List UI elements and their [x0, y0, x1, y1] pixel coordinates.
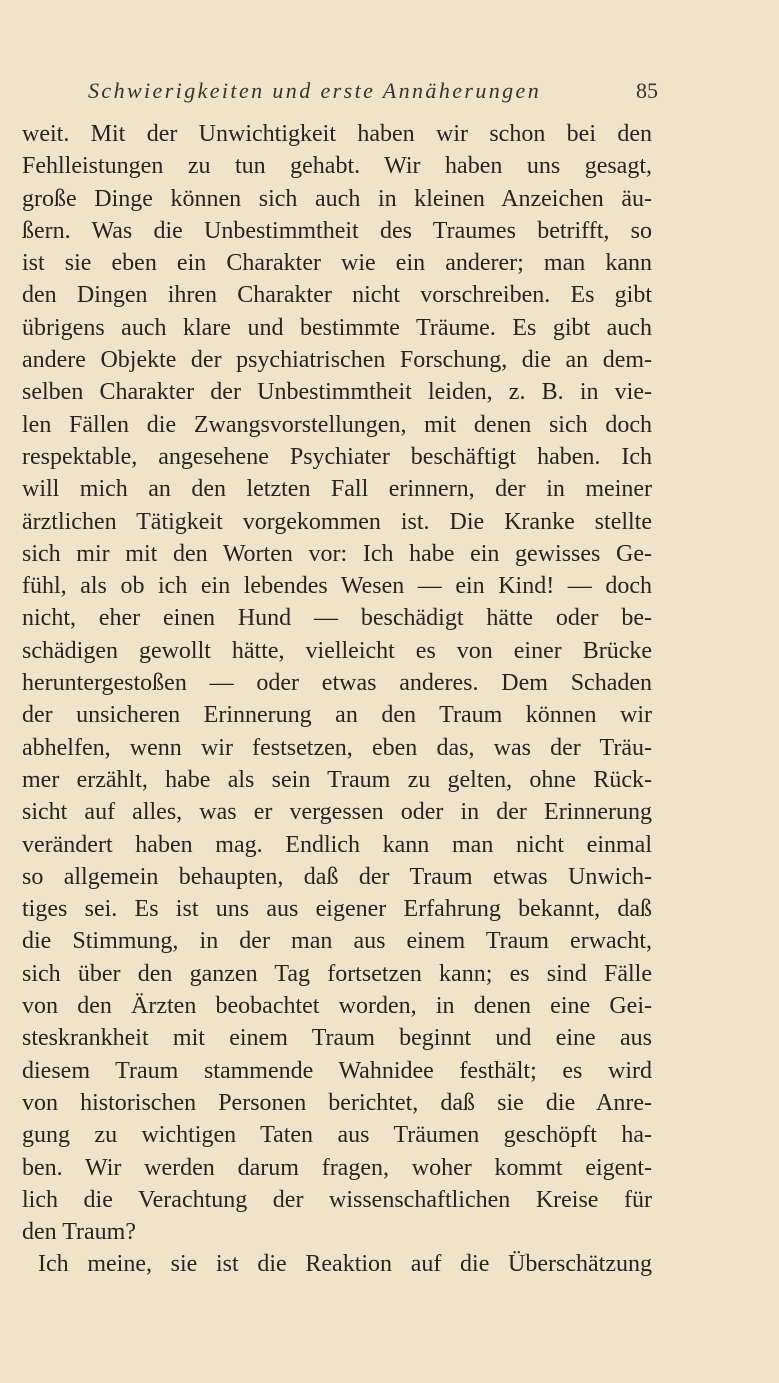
page-header	[88, 78, 658, 114]
text-line: ßern. Was die Unbestimmtheit des Traumes betrifft, so	[22, 217, 652, 244]
text-line: sich mir mit den Worten vor: Ich habe ein gewisses Ge-	[22, 540, 652, 567]
text-line: selben Charakter der Unbestimmtheit leiden, z. B. in vie-	[22, 379, 652, 406]
text-line: steskrankheit mit einem Traum beginnt und eine aus	[22, 1025, 652, 1052]
text-line: lich die Verachtung der wissenschaftlichen Kreise für	[22, 1186, 652, 1213]
text-line: so allgemein behaupten, daß der Traum etwas Unwich-	[22, 863, 652, 890]
text-line: übrigens auch klare und bestimmte Träume. Es gibt auch	[22, 314, 652, 341]
text-line: diesem Traum stammende Wahnidee festhält; es wird	[22, 1057, 652, 1084]
text-line: den Traum?	[22, 1219, 136, 1246]
text-line: der unsicheren Erinnerung an den Traum können wir	[22, 702, 652, 729]
text-line: von historischen Personen berichtet, daß sie die Anre-	[22, 1089, 652, 1116]
text-line: tiges sei. Es ist uns aus eigener Erfahrung bekannt, daß	[22, 896, 652, 923]
text-line: will mich an den letzten Fall erinnern, der in meiner	[22, 476, 652, 503]
text-line: ben. Wir werden darum fragen, woher kommt eigent-	[22, 1154, 652, 1181]
text-line: gung zu wichtigen Taten aus Träumen geschöpft ha-	[22, 1122, 652, 1149]
text-line: nicht, eher einen Hund — beschädigt hätte oder be-	[22, 605, 652, 632]
text-line: Ich meine, sie ist die Reaktion auf die Überschätzung	[38, 1251, 652, 1278]
text-line: sicht auf alles, was er vergessen oder in der Erinnerung	[22, 799, 652, 826]
text-line: von den Ärzten beobachtet worden, in denen eine Gei-	[22, 993, 652, 1020]
text-line: die Stimmung, in der man aus einem Traum erwacht,	[22, 928, 652, 955]
body-text	[22, 118, 652, 1281]
text-line: den Dingen ihren Charakter nicht vorschreiben. Es gibt	[22, 282, 652, 309]
text-line: große Dinge können sich auch in kleinen Anzeichen äu-	[22, 185, 652, 212]
text-line: respektable, angesehene Psychiater beschäftigt haben. Ich	[22, 443, 652, 470]
text-line: heruntergestoßen — oder etwas anderes. Dem Schaden	[22, 670, 652, 697]
text-line: sich über den ganzen Tag fortsetzen kann; es sind Fälle	[22, 960, 652, 987]
text-line: Fehlleistungen zu tun gehabt. Wir haben uns gesagt,	[22, 153, 652, 180]
page-number: 85	[636, 78, 658, 103]
text-line: ärztlichen Tätigkeit vorgekommen ist. Die Kranke stellte	[22, 508, 652, 535]
text-line: schädigen gewollt hätte, vielleicht es von einer Brücke	[22, 637, 652, 664]
text-line: abhelfen, wenn wir festsetzen, eben das, was der Träu-	[22, 734, 652, 761]
text-line: weit. Mit der Unwichtigkeit haben wir schon bei den	[22, 121, 652, 147]
text-line: mer erzählt, habe als sein Traum zu gelten, ohne Rück-	[22, 766, 652, 793]
text-line: verändert haben mag. Endlich kann man nicht einmal	[22, 831, 652, 858]
text-line: ist sie eben ein Charakter wie ein anderer; man kann	[22, 250, 652, 277]
running-head: Schwierigkeiten und erste Annäherungen	[88, 78, 542, 103]
text-line: fühl, als ob ich ein lebendes Wesen — ein Kind! — doch	[22, 573, 652, 600]
text-line: andere Objekte der psychiatrischen Forschung, die an dem-	[22, 347, 652, 374]
text-line: len Fällen die Zwangsvorstellungen, mit denen sich doch	[22, 411, 652, 438]
